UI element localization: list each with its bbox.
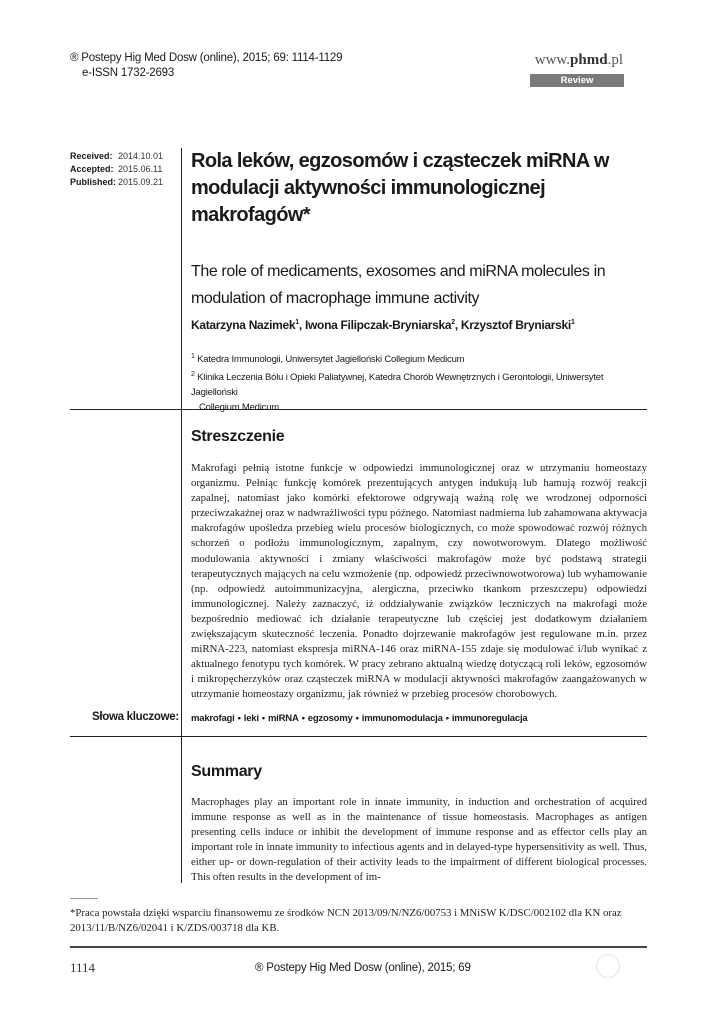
keyword: leki (243, 713, 259, 724)
keyword: miRNA (267, 713, 299, 724)
affiliation-mark: 2 (191, 371, 195, 379)
bullet-separator: • (237, 713, 241, 724)
site-bold: phmd (570, 52, 608, 68)
date-label: Published: (70, 177, 117, 187)
affiliation-line (191, 349, 641, 367)
keywords-list (191, 713, 528, 724)
date-label: Received: (70, 151, 113, 161)
article-title-english: The role of medicaments, exosomes and miRNA molecules in modulation of macrophage immune activity (191, 263, 606, 307)
page-number: 1114 (70, 960, 96, 975)
author-separator: , (298, 318, 305, 332)
funding-footnote: *Praca powstała dzięki wsparciu finansowemu ze środków NCN 2013/09/N/NZ6/00753 i MNiSW K/DSC/002102 dla KN oraz 2013/11/B/NZ6/02041 i K/ZDS/003718 dla KB. (70, 907, 622, 934)
date-row-received (70, 150, 163, 163)
section-divider (70, 736, 647, 737)
date-label: Accepted: (70, 164, 114, 174)
journal-citation: ® Postepy Hig Med Dosw (online), 2015; 69: 1114-1129 (70, 52, 343, 64)
abstract-heading-english: Summary (191, 763, 262, 780)
footer-journal-citation: ® Postepy Hig Med Dosw (online), 2015; 69 (255, 962, 471, 974)
affiliation-line (191, 367, 641, 400)
author-name: Katarzyna Nazimek (191, 318, 296, 332)
date-row-accepted (70, 163, 163, 176)
site-suffix: .pl (607, 52, 623, 68)
affiliation-text: Klinika Leczenia Bólu i Opieki Paliatywnej, Katedra Chorób Wewnętrznych i Gerontologii, Uniwersytet Jagielloński (191, 372, 604, 399)
site-prefix: www. (534, 52, 571, 68)
article-dates (70, 150, 163, 189)
keyword: egzosomy (307, 713, 353, 724)
article-type-badge: Review (530, 74, 624, 87)
abstract-heading-polish: Streszczenie (191, 428, 285, 445)
watermark-logo-icon (596, 954, 620, 978)
affiliations (191, 349, 641, 415)
author-affiliation-mark: 1 (570, 319, 575, 326)
keywords-label: Słowa kluczowe: (92, 711, 179, 723)
abstract-text-english: Macrophages play an important role in innate immunity, in induction and orchestration of acquired immune response as well as in the maintenance of tissue homeostasis. Macrophages as antigen presenting cells induce or inhibit the development of immune response and as effector cells play an important role in innate immunity to infectious agents and in delayed-type hypersensitivity as well. Thus, either up- or down-regulation of their activity leads to the impairment of different biological processes. This often results in the development of im- (191, 796, 647, 884)
author-separator: , (454, 318, 461, 332)
journal-website-link[interactable] (535, 52, 623, 69)
issn: e-ISSN 1732-2693 (82, 67, 175, 79)
footer-rule (70, 946, 647, 948)
author-name: Krzysztof Bryniarski (460, 318, 571, 332)
affiliation-text: Collegium Medicum (199, 402, 280, 414)
date-value: 2015.06.11 (118, 164, 163, 174)
bullet-separator: • (445, 713, 449, 724)
affiliation-mark: 1 (191, 353, 195, 360)
date-row-published (70, 176, 163, 189)
keyword: immunomodulacja (361, 713, 443, 724)
affiliation-line (191, 400, 641, 415)
keyword: immunoregulacja (451, 713, 528, 724)
author-list (191, 318, 575, 332)
bullet-separator: • (301, 713, 305, 724)
abstract-text-polish: Makrofagi pełnią istotne funkcje w odpowiedzi immunologicznej oraz w utrzymaniu homeostazy organizmu. Pełniąc funkcję komórek prezentujących antygen indukują lub hamują rozwój reakcji zapalnej, natomiast jako komórki efektorowe odgrywają ważną rolę we wrodzonej odporności przeciwzakaźnej oraz w nadwrażliwości typu późnego. Natomiast nadmierna lub zahamowana aktywacja makrofagów upośledza przebieg wielu procesów biologicznych, co może spowodować rozwój różnych schorzeń o podłożu immunologicznym, zapalnym, czy nowotworowym. Dlatego możliwość modulowania aktywności i zmiany właściwości makrofagów może być podstawą strategii terapeutycznych mających na celu wzmożenie (np. odpowiedź przeciwnowotworowa) lub wyhamowanie (np. odpowiedź autoimmunizacyjna, alergiczna, przeciwko tkankom przeszczepu) odpowiedzi immunologicznej. Należy zaznaczyć, iż oddziaływanie związków leczniczych na makrofagi może bezpośrednio mediować ich działanie terapeutyczne lub częściej jest dodatkowym działaniem zwiększającym skuteczność leczenia. Ponadto dojrzewanie makrofagów jest regulowane m.in. przez miRNA-223, natomiast ekspresja miRNA-146 oraz miRNA-155 zdaje się modulować i/lub wynikać z aktualnego fenotypu tych komórek. W pracy zebrano aktualną wiedzę dotyczącą roli leków, egzosomów i mikropęcherzyków oraz cząsteczek miRNA w modulacji aktywności makrofagów zaangażowanych w utrzymanie homeostazy organizmu, jak również w przebieg procesów chorobowych. (191, 462, 647, 701)
bullet-separator: • (355, 713, 359, 724)
vertical-divider (181, 148, 182, 883)
author-name: Iwona Filipczak-Bryniarska (304, 318, 452, 332)
bullet-separator: • (261, 713, 265, 724)
date-value: 2014.10.01 (118, 151, 164, 161)
affiliation-text: Katedra Immunologii, Uniwersytet Jagielloński Collegium Medicum (194, 354, 465, 366)
author-affiliation-mark: 1 (295, 319, 299, 326)
keyword: makrofagi (191, 713, 235, 724)
footnote-rule (70, 898, 98, 899)
date-value: 2015.09.21 (118, 177, 164, 187)
article-title-polish: Rola leków, egzosomów i cząsteczek miRNA w modulacji aktywności immunologicznej makrofagów* (191, 150, 609, 226)
author-affiliation-mark: 2 (451, 319, 455, 326)
